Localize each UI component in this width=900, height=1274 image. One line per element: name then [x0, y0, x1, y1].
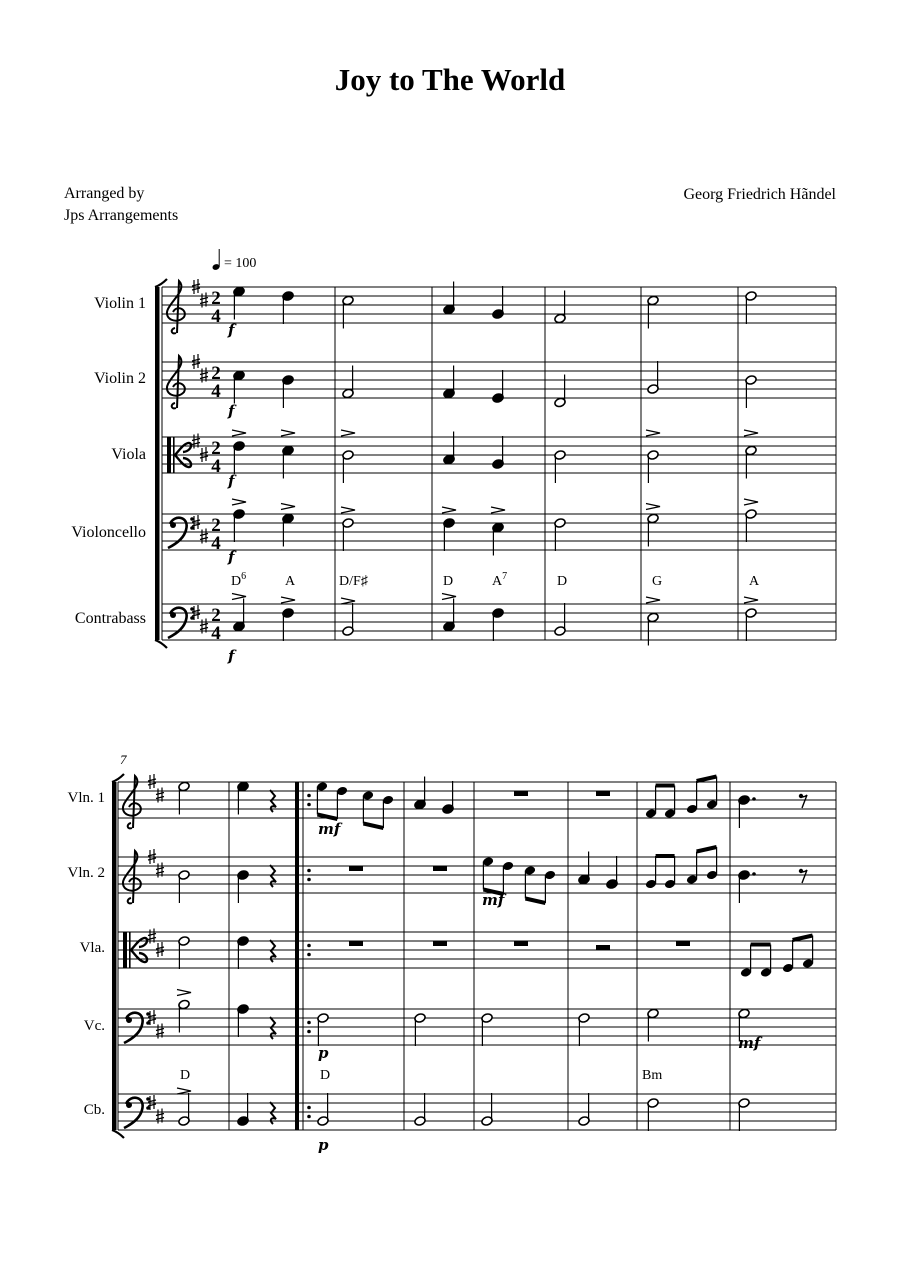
whole-rest — [349, 941, 363, 946]
bracket-top-hook — [112, 774, 124, 782]
bass-clef-head — [126, 1102, 132, 1108]
time-signature-top: 2 — [211, 363, 221, 384]
eighth-rest-flag — [801, 870, 807, 883]
instrument-name: Violoncello — [71, 524, 146, 541]
dynamic-forte: f — [228, 472, 235, 490]
time-signature-bottom: 4 — [211, 456, 221, 477]
accent-mark — [744, 597, 758, 603]
whole-rest — [596, 791, 610, 796]
augmentation-dot — [752, 872, 756, 876]
accent-mark — [232, 499, 246, 505]
chord-symbol: D — [320, 1068, 331, 1083]
repeat-dot — [307, 1115, 311, 1119]
repeat-dot — [307, 953, 311, 957]
time-signature-top: 2 — [211, 288, 221, 309]
bass-clef-icon — [168, 518, 187, 548]
bass-clef-head — [170, 612, 176, 618]
time-signature-bottom: 4 — [211, 381, 221, 402]
treble-clef-icon — [123, 776, 141, 828]
dynamic-piano: p — [318, 1044, 329, 1062]
chord-symbol: Bm — [642, 1068, 663, 1083]
chord-symbol: D — [443, 574, 454, 589]
bass-clef-icon — [168, 608, 187, 638]
accent-mark — [281, 504, 295, 510]
bass-clef-icon — [124, 1098, 143, 1128]
time-signature-top: 2 — [211, 438, 221, 459]
accent-mark — [281, 430, 295, 436]
alto-clef-icon — [167, 437, 171, 473]
dynamic-mezzoforte: mf — [482, 891, 505, 909]
alto-clef-bar — [129, 932, 131, 968]
dynamic-forte: f — [228, 647, 235, 665]
time-signature-bottom: 4 — [211, 306, 221, 327]
chord-symbol: D — [557, 574, 568, 589]
bracket-bottom-hook — [112, 1130, 124, 1138]
composer-credit: Georg Friedrich Hãndel — [683, 186, 836, 203]
bass-clef-head — [126, 1017, 132, 1023]
instrument-name: Contrabass — [74, 610, 146, 627]
time-signature-top: 2 — [211, 605, 221, 626]
repeat-dot — [307, 878, 311, 882]
whole-rest — [514, 791, 528, 796]
chord-symbol: A — [285, 574, 296, 589]
dynamic-forte: f — [228, 548, 235, 566]
alto-clef-bar — [173, 437, 175, 473]
whole-rest — [514, 941, 528, 946]
whole-rest — [349, 866, 363, 871]
repeat-dot — [307, 794, 311, 798]
bass-clef-dot — [190, 616, 194, 620]
measure-number: 7 — [120, 752, 127, 767]
treble-clef-icon — [167, 281, 185, 333]
accent-mark — [442, 507, 456, 513]
beam — [697, 847, 717, 852]
chord-symbol: A — [749, 574, 760, 589]
arranger-line-2: Jps Arrangements — [64, 207, 179, 224]
treble-clef-icon — [123, 851, 141, 903]
chord-symbol: G — [652, 574, 663, 589]
bass-clef-dot — [146, 1097, 150, 1101]
augmentation-dot — [752, 797, 756, 801]
chord-symbol: $D^6$ — [231, 571, 247, 589]
whole-rest — [433, 941, 447, 946]
accent-mark — [341, 430, 355, 436]
accent-mark — [646, 597, 660, 603]
dynamic-mezzoforte: mf — [738, 1034, 761, 1052]
bass-clef-dot — [190, 526, 194, 530]
bass-clef-dot — [146, 1021, 150, 1025]
repeat-dot — [307, 869, 311, 873]
accent-mark — [744, 430, 758, 436]
accent-mark — [491, 507, 505, 513]
accent-mark — [281, 597, 295, 603]
dynamic-piano: p — [318, 1136, 329, 1154]
bass-clef-dot — [146, 1012, 150, 1016]
instrument-short-name: Vln. 1 — [67, 790, 105, 806]
whole-rest — [676, 941, 690, 946]
beam — [525, 899, 545, 904]
bass-clef-dot — [190, 607, 194, 611]
instrument-short-name: Cb. — [83, 1102, 105, 1118]
repeat-dot — [307, 1106, 311, 1110]
whole-rest — [433, 866, 447, 871]
chord-symbol: D/F♯ — [339, 574, 368, 589]
accent-mark — [177, 990, 191, 996]
instrument-name: Violin 2 — [94, 370, 146, 387]
time-signature-top: 2 — [211, 515, 221, 536]
dynamic-mezzoforte: mf — [318, 820, 341, 838]
beam — [363, 824, 383, 829]
accent-mark — [646, 504, 660, 510]
system-bracket — [112, 782, 117, 1130]
bass-clef-icon — [124, 1013, 143, 1043]
score-title: Joy to The World — [334, 62, 566, 97]
bass-clef-dot — [146, 1106, 150, 1110]
eighth-rest-flag — [801, 795, 807, 808]
bass-clef-dot — [190, 517, 194, 521]
instrument-short-name: Vla. — [79, 940, 105, 956]
repeat-dot — [307, 1021, 311, 1025]
instrument-name: Viola — [111, 446, 146, 463]
arranger-line-1: Arranged by — [64, 185, 145, 202]
instrument-short-name: Vc. — [83, 1018, 105, 1034]
time-signature-bottom: 4 — [211, 623, 221, 644]
alto-clef-icon — [123, 932, 127, 968]
accent-mark — [744, 499, 758, 505]
repeat-dot — [307, 944, 311, 948]
beam — [697, 777, 717, 782]
repeat-dot — [307, 803, 311, 807]
accent-mark — [646, 430, 660, 436]
half-rest — [596, 945, 610, 950]
dynamic-forte: f — [228, 321, 235, 339]
instrument-short-name: Vln. 2 — [67, 865, 105, 881]
bass-clef-head — [170, 522, 176, 528]
accent-mark — [232, 430, 246, 436]
dynamic-forte: f — [228, 402, 235, 420]
system-bracket — [155, 287, 160, 640]
bracket-bottom-hook — [155, 640, 167, 648]
chord-symbol: D — [180, 1068, 191, 1083]
repeat-dot — [307, 1030, 311, 1034]
chord-symbol: $A^7$ — [492, 571, 508, 589]
accent-mark — [341, 507, 355, 513]
treble-clef-icon — [167, 356, 185, 408]
tempo-marking: = 100 — [224, 256, 257, 271]
beam — [793, 936, 813, 941]
bracket-top-hook — [155, 279, 167, 287]
instrument-name: Violin 1 — [94, 295, 146, 312]
time-signature-bottom: 4 — [211, 533, 221, 554]
